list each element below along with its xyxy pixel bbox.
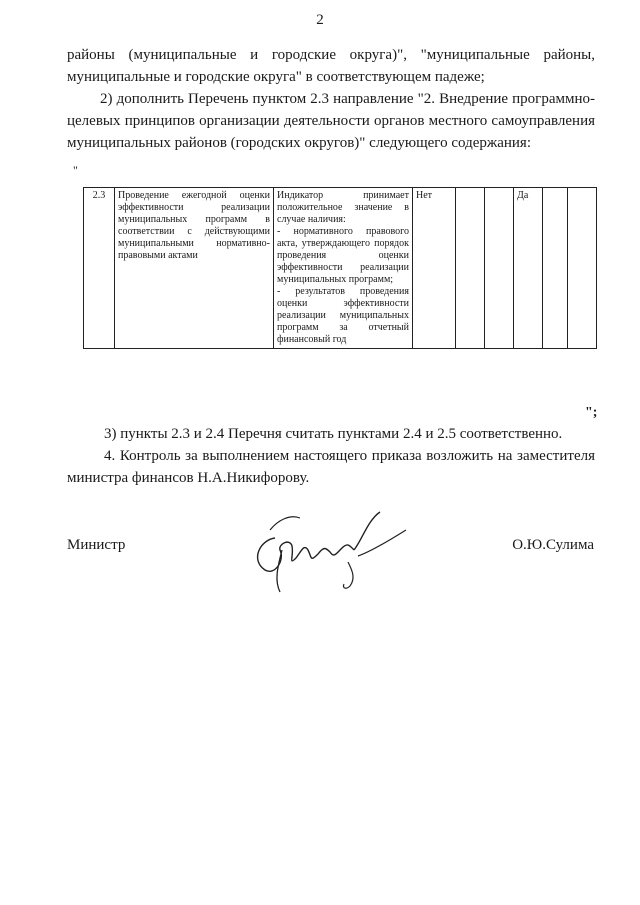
paragraph-amendment-2: 2) дополнить Перечень пунктом 2.3 направление "2. Внедрение программно-целевых принципов организации деятельности органов местного самоуправления муниципальных районов (городских округов)" следующего содержания: (67, 91, 595, 151)
handwritten-signature (230, 500, 410, 595)
indicator-cell (274, 188, 413, 349)
perechen-table (83, 187, 597, 349)
value-cell-empty-4 (568, 188, 597, 349)
direction-cell: Проведение ежегодной оценки эффективности реализации муниципальных программ в соответствии с действующими муниципальными нормативно-правовыми актами (115, 188, 274, 349)
page-number: 2 (316, 12, 324, 28)
indicator-item-1: - нормативного правового акта, утверждающего порядок проведения оценки эффективности реализации муниципальных программ; (277, 226, 409, 285)
indicator-item-2: - результатов проведения оценки эффективности реализации муниципальных программ за отчетный финансовый год (277, 286, 409, 345)
value-cell-empty-1 (456, 188, 485, 349)
paragraph-control: 4. Контроль за выполнением настоящего приказа возложить на заместителя министра финансов Н.А.Никифорову. (67, 448, 595, 486)
signatory-name: О.Ю.Сулима (512, 537, 594, 553)
quote-close-mark: "; (585, 405, 598, 420)
value-cell-empty-2 (485, 188, 514, 349)
paragraph-amendment-3: 3) пункты 2.3 и 2.4 Перечня считать пунктами 2.4 и 2.5 соответственно. (104, 426, 563, 442)
indicator-intro: Индикатор принимает положительное значение в случае наличия: (277, 190, 409, 225)
value-cell-yes: Да (514, 188, 543, 349)
quote-open-mark: " (73, 163, 78, 177)
table-row (84, 188, 597, 349)
value-cell-empty-3 (543, 188, 568, 349)
signatory-role: Министр (67, 537, 126, 553)
paragraph-amendment-1: районы (муниципальные и городские округа)", "муниципальные районы, муниципальные и городские округа" в соответствующем падеже; (67, 47, 595, 85)
row-number-cell: 2.3 (84, 188, 115, 349)
value-cell-no: Нет (413, 188, 456, 349)
